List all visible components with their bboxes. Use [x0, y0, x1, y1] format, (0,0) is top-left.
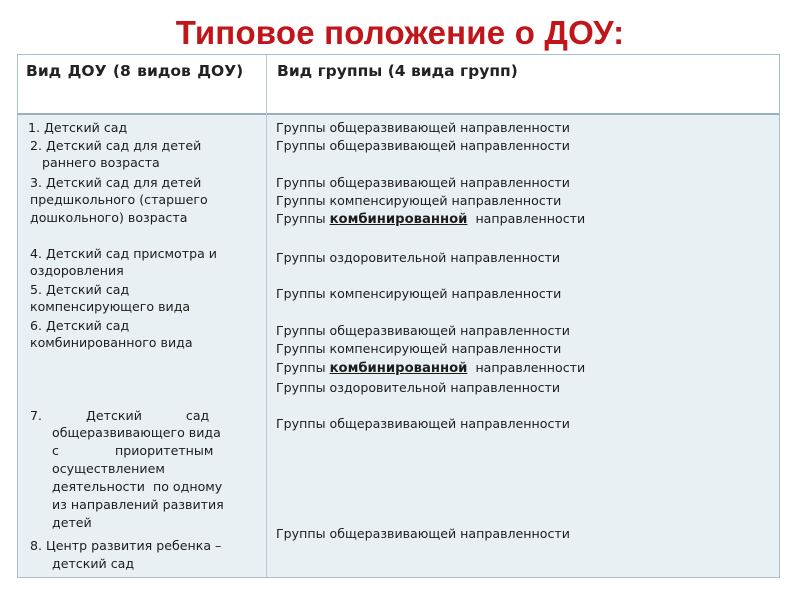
list-item: 6. Детский сад — [30, 318, 130, 333]
list-item: с приоритетным — [52, 443, 214, 458]
list-item: Группы оздоровительной направленности — [276, 250, 561, 265]
list-item: раннего возраста — [42, 155, 160, 170]
list-item: осуществлением — [52, 461, 165, 476]
list-item: предшкольного (старшего — [30, 192, 208, 207]
list-item: комбинированного вида — [30, 335, 193, 350]
combined-suffix: направленности — [475, 360, 586, 375]
list-item: детей — [52, 515, 92, 530]
combined-word: комбинированной — [329, 212, 468, 227]
list-item: Группы общеразвивающей направленности — [276, 526, 570, 541]
list-item-combined — [276, 210, 585, 229]
list-item: Группы оздоровительной направленности — [276, 380, 561, 395]
list-item: Группы компенсирующей направленности — [276, 193, 562, 208]
list-item: Группы общеразвивающей направленности — [276, 416, 570, 431]
list-item: 5. Детский сад — [30, 282, 130, 297]
dou-table — [17, 54, 780, 578]
combined-suffix: направленности — [475, 211, 586, 226]
list-item: Группы компенсирующей направленности — [276, 341, 562, 356]
list-item: 4. Детский сад присмотра и — [30, 246, 217, 261]
list-item: Группы общеразвивающей направленности — [276, 175, 570, 190]
combined-prefix: Группы — [276, 211, 326, 226]
list-item: 3. Детский сад для детей — [30, 175, 202, 190]
page-title: Типовое положение о ДОУ: — [175, 14, 625, 51]
list-item: 8. Центр развития ребенка – — [30, 538, 222, 553]
list-item: детский сад — [52, 556, 135, 571]
list-item: Группы компенсирующей направленности — [276, 286, 562, 301]
header-dou-type: Вид ДОУ (8 видов ДОУ) — [26, 62, 244, 80]
list-item: 2. Детский сад для детей — [30, 138, 202, 153]
combined-prefix: Группы — [276, 360, 326, 375]
list-item: компенсирующего вида — [30, 299, 191, 314]
list-item: Группы общеразвивающей направленности — [276, 138, 570, 153]
list-item: 7. Детский сад — [30, 408, 210, 423]
list-item-combined — [276, 359, 585, 378]
list-item: дошкольного) возраста — [30, 210, 188, 225]
list-item: оздоровления — [30, 263, 124, 278]
header-divider — [18, 113, 779, 115]
header-group-type: Вид группы (4 вида групп) — [277, 62, 518, 80]
list-item: из направлений развития — [52, 497, 224, 512]
list-item: Группы общеразвивающей направленности — [276, 323, 570, 338]
list-item: деятельности по одному — [52, 479, 223, 494]
combined-word: комбинированной — [329, 361, 468, 376]
list-item: Группы общеразвивающей направленности — [276, 120, 570, 135]
list-item: 1. Детский сад — [28, 120, 128, 135]
list-item: общеразвивающего вида — [52, 425, 221, 440]
